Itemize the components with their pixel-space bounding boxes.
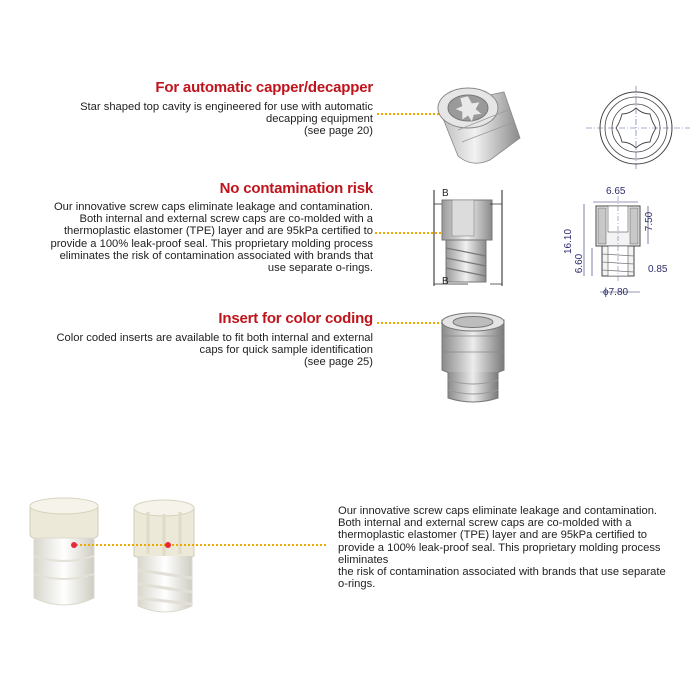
dimension-width: 6.65 <box>606 186 626 197</box>
white-cap-short-photo <box>26 494 106 616</box>
cap-star-top-image <box>428 82 528 168</box>
dimension-diameter: ϕ7.80 <box>603 287 629 298</box>
insert-description <box>13 332 373 369</box>
cap-insert-image <box>436 310 510 406</box>
dimension-height: 16.10 <box>563 228 575 255</box>
bottom-line: provide a 100% leak-proof seal. This proprietary molding process <box>338 541 661 554</box>
insert-line: Color coded inserts are available to fit both internal and external <box>56 332 373 344</box>
capper-description <box>33 101 373 138</box>
contamination-line: use separate o-rings. <box>267 262 373 275</box>
contamination-line: thermoplastic elastomer (TPE) layer and are 95kPa certified to <box>63 225 373 238</box>
section-label-bottom: B <box>442 276 449 287</box>
bottom-line: the risk of contamination associated with brands that use separate <box>338 566 666 579</box>
contamination-description <box>13 201 373 274</box>
cap-section-view-image <box>430 186 506 290</box>
bottom-line: Both internal and external screw caps are co-molded with a <box>338 517 632 530</box>
bottom-leader-line <box>76 544 326 546</box>
bottom-line: eliminates <box>338 553 389 566</box>
cap-top-view-drawing <box>586 86 690 170</box>
capper-line: decapping equipment <box>266 113 373 126</box>
capper-heading: For automatic capper/decapper <box>155 79 373 96</box>
capper-line: Star shaped top cavity is engineered for use with automatic <box>80 101 373 113</box>
white-cap-tall-photo <box>122 494 208 622</box>
insert-line: caps for quick sample identification <box>199 344 373 357</box>
bottom-leader-dot-left <box>71 542 77 548</box>
dimension-inner: 6.60 <box>574 253 586 274</box>
contamination-line: Both internal and external screw caps are co-molded with a <box>79 213 373 226</box>
dimension-wall: 0.85 <box>648 264 668 275</box>
bottom-line: thermoplastic elastomer (TPE) layer and are 95kPa certified to <box>338 529 648 542</box>
dimension-upper: 7.50 <box>644 211 656 232</box>
bottom-leader-dot-right <box>165 542 171 548</box>
bottom-line: o-rings. <box>338 578 376 591</box>
section-label-top: B <box>442 188 449 199</box>
contamination-line: eliminates the risk of contamination associated with brands that <box>59 249 373 262</box>
insert-heading: Insert for color coding <box>218 310 373 327</box>
insert-line: (see page 25) <box>303 356 373 369</box>
bottom-line: Our innovative screw caps eliminate leakage and contamination. <box>338 505 658 517</box>
contamination-line: Our innovative screw caps eliminate leakage and contamination. <box>53 201 373 213</box>
contamination-line: provide a 100% leak-proof seal. This proprietary molding process <box>50 237 373 250</box>
contamination-heading: No contamination risk <box>219 180 373 197</box>
capper-line: (see page 20) <box>303 125 373 138</box>
bottom-description <box>338 505 688 590</box>
